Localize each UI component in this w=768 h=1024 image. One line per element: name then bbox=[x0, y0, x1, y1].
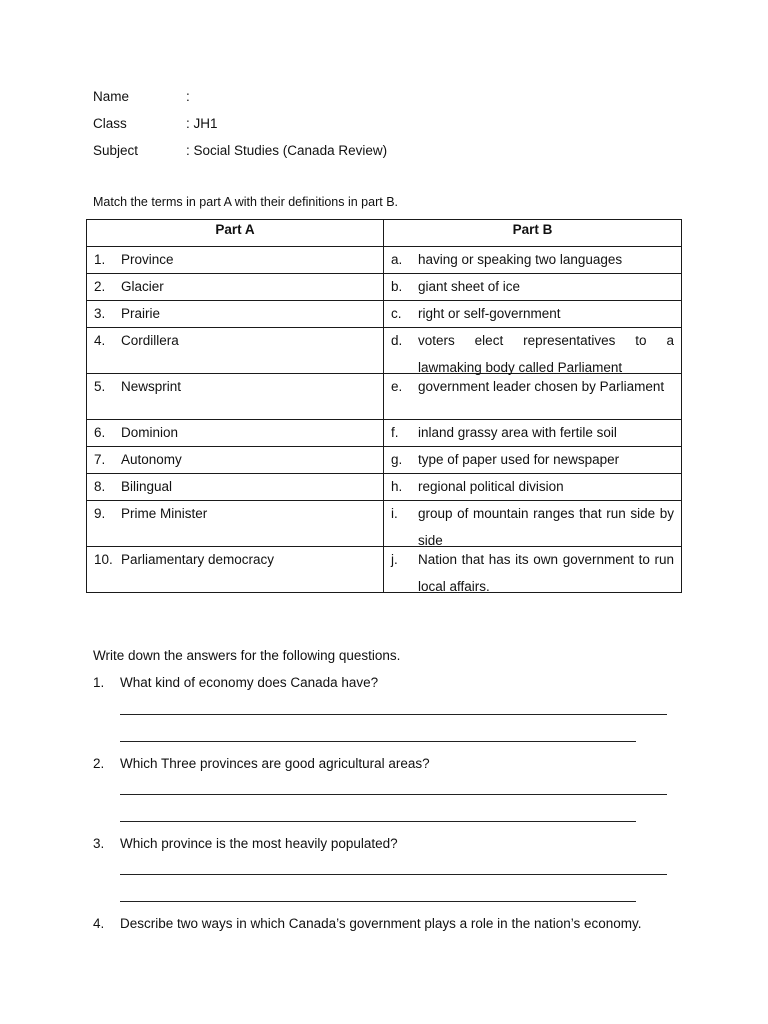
definition: government leader chosen by Parliament bbox=[418, 379, 665, 394]
term-number: 1. bbox=[94, 252, 106, 267]
term: Cordillera bbox=[121, 333, 179, 348]
table-row bbox=[87, 301, 682, 328]
term-number: 8. bbox=[94, 479, 106, 494]
definition: regional political division bbox=[418, 479, 564, 494]
term-number: 4. bbox=[94, 333, 106, 348]
question-text: What kind of economy does Canada have? bbox=[120, 675, 379, 690]
term-number: 3. bbox=[94, 306, 106, 321]
class-value: : JH1 bbox=[186, 116, 218, 131]
table-row bbox=[87, 547, 682, 593]
term-number: 2. bbox=[94, 279, 106, 294]
table-row bbox=[87, 447, 682, 474]
definition-letter: d. bbox=[391, 333, 403, 348]
answer-line[interactable] bbox=[120, 741, 636, 742]
term-number: 7. bbox=[94, 452, 106, 467]
definition-letter: j. bbox=[391, 552, 398, 567]
table-row bbox=[87, 374, 682, 420]
table-row bbox=[87, 328, 682, 374]
definition-letter: e. bbox=[391, 379, 403, 394]
definition-letter: c. bbox=[391, 306, 402, 321]
definition-letter: f. bbox=[391, 425, 399, 440]
answer-line[interactable] bbox=[120, 874, 667, 875]
term: Prairie bbox=[121, 306, 161, 321]
answer-line[interactable] bbox=[120, 794, 667, 795]
table-row bbox=[87, 420, 682, 447]
term: Glacier bbox=[121, 279, 164, 294]
definition: group of mountain ranges that run side by side bbox=[418, 506, 674, 548]
definition: right or self-government bbox=[418, 306, 561, 321]
term: Newsprint bbox=[121, 379, 182, 394]
table-row bbox=[87, 274, 682, 301]
definition-letter: a. bbox=[391, 252, 403, 267]
name-value: : bbox=[186, 89, 190, 104]
definition: inland grassy area with fertile soil bbox=[418, 425, 617, 440]
class-label: Class bbox=[93, 116, 127, 131]
term-number: 9. bbox=[94, 506, 106, 521]
name-label: Name bbox=[93, 89, 130, 104]
definition-letter: i. bbox=[391, 506, 398, 521]
term-number: 6. bbox=[94, 425, 106, 440]
term-number: 5. bbox=[94, 379, 106, 394]
part-a-header: Part A bbox=[87, 220, 384, 247]
part-b-header: Part B bbox=[384, 220, 682, 247]
table-row bbox=[87, 247, 682, 274]
definition: type of paper used for newspaper bbox=[418, 452, 620, 467]
definition-letter: b. bbox=[391, 279, 403, 294]
table-row bbox=[87, 501, 682, 547]
question-text: Which province is the most heavily populated? bbox=[120, 836, 398, 851]
table-header-row bbox=[87, 220, 682, 247]
definition: voters elect representatives to a lawmaking body called Parliament bbox=[418, 333, 674, 375]
term: Prime Minister bbox=[121, 506, 208, 521]
term: Province bbox=[121, 252, 174, 267]
definition: having or speaking two languages bbox=[418, 252, 623, 267]
question-number: 1. bbox=[93, 675, 105, 690]
table-row bbox=[87, 474, 682, 501]
questions-instruction: Write down the answers for the following questions. bbox=[93, 648, 401, 663]
term-number: 10. bbox=[94, 552, 113, 567]
definition-letter: g. bbox=[391, 452, 403, 467]
term: Parliamentary democracy bbox=[121, 552, 275, 567]
definition-letter: h. bbox=[391, 479, 403, 494]
answer-line[interactable] bbox=[120, 901, 636, 902]
question-number: 3. bbox=[93, 836, 105, 851]
term: Dominion bbox=[121, 425, 179, 440]
term: Bilingual bbox=[121, 479, 173, 494]
subject-label: Subject bbox=[93, 143, 139, 158]
definition: giant sheet of ice bbox=[418, 279, 521, 294]
matching-instruction: Match the terms in part A with their definitions in part B. bbox=[93, 195, 399, 209]
matching-table bbox=[86, 219, 682, 593]
answer-line[interactable] bbox=[120, 821, 636, 822]
question-text: Describe two ways in which Canada’s government plays a role in the nation’s economy. bbox=[120, 916, 642, 931]
answer-line[interactable] bbox=[120, 714, 667, 715]
question-text: Which Three provinces are good agricultural areas? bbox=[120, 756, 430, 771]
question-number: 2. bbox=[93, 756, 105, 771]
question-number: 4. bbox=[93, 916, 105, 931]
subject-value: : Social Studies (Canada Review) bbox=[186, 143, 388, 158]
term: Autonomy bbox=[121, 452, 182, 467]
definition: Nation that has its own government to run local affairs. bbox=[418, 552, 674, 594]
